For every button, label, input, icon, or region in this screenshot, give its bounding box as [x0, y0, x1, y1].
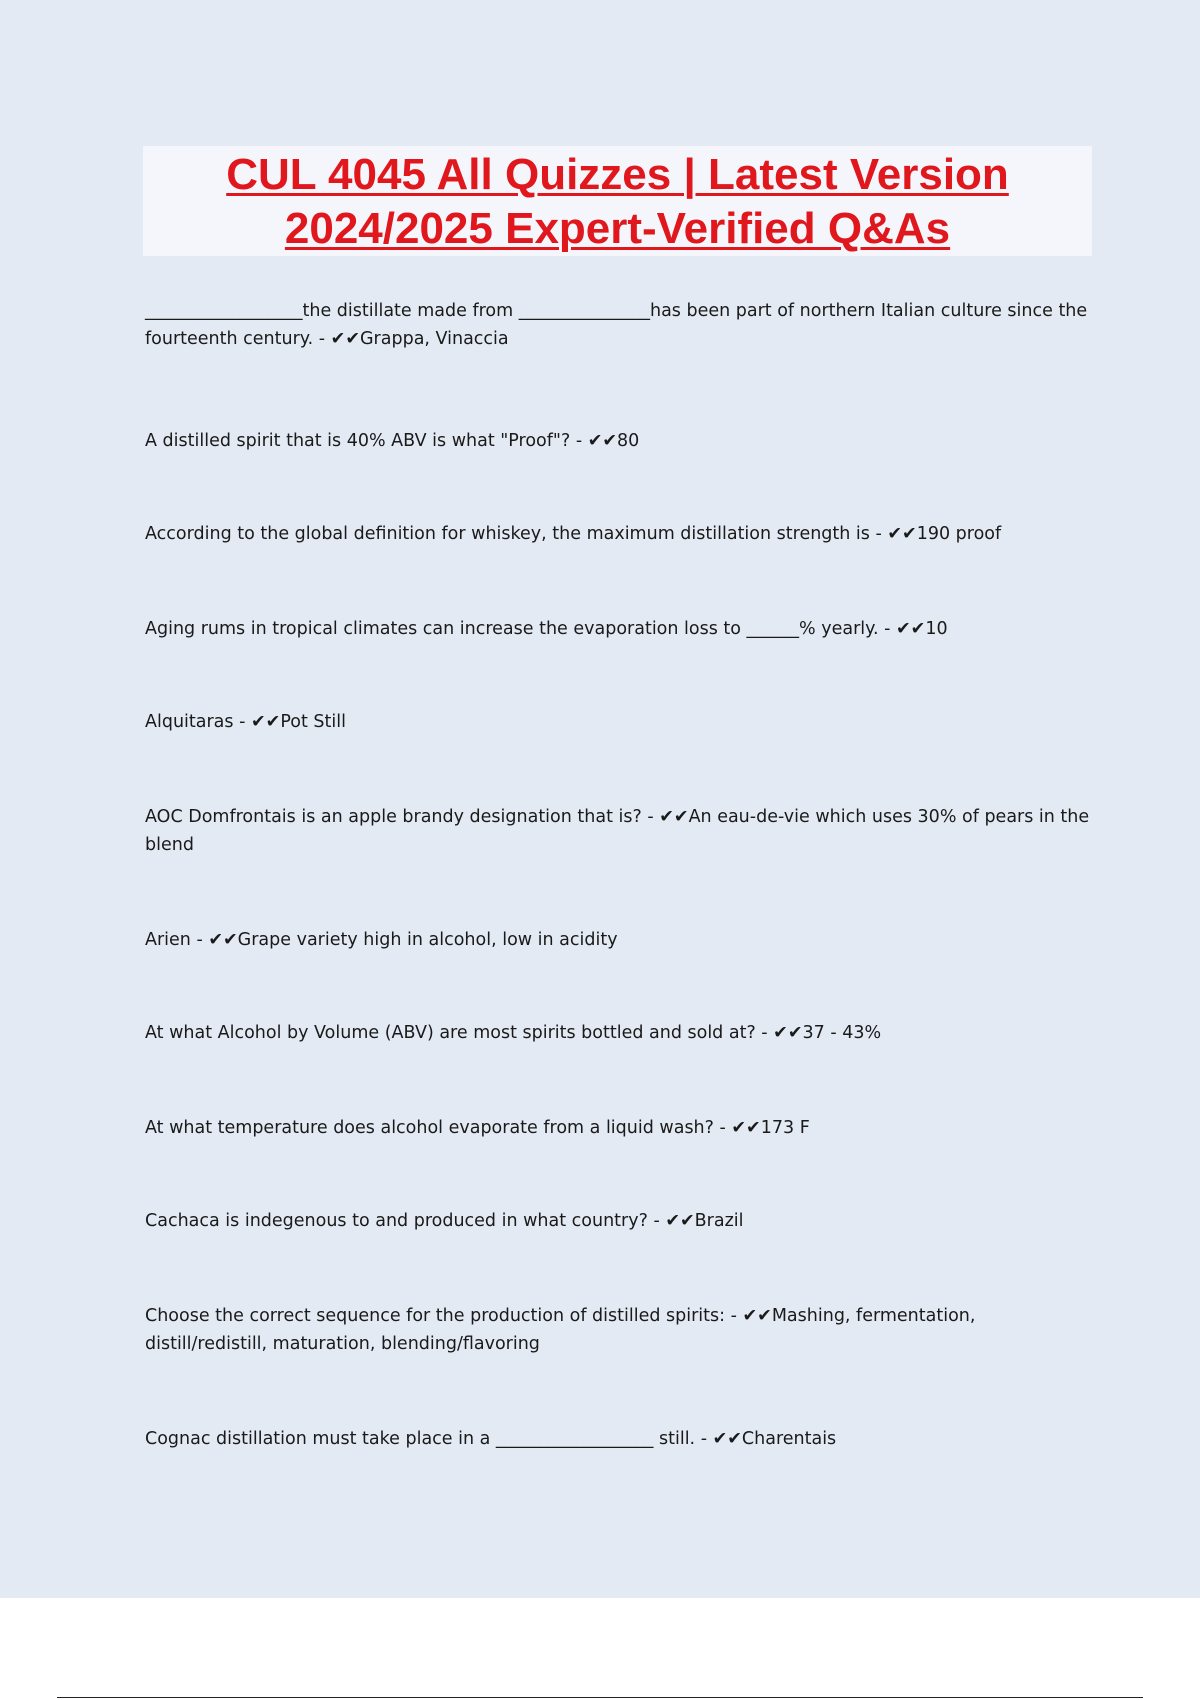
- check-marks-icon: - ✔✔: [313, 329, 360, 349]
- check-marks-icon: - ✔✔: [190, 930, 238, 950]
- question: Aging rums in tropical climates can increase the evaporation loss to ______% yearly.: [145, 619, 879, 639]
- question: At what Alcohol by Volume (ABV) are most spirits bottled and sold at?: [145, 1023, 756, 1043]
- qa-item-3: [145, 520, 1090, 548]
- qa-item-1: [145, 297, 1090, 353]
- check-marks-icon: - ✔✔: [725, 1306, 772, 1326]
- question: At what temperature does alcohol evaporate from a liquid wash?: [145, 1118, 714, 1138]
- answer: 190 proof: [916, 524, 1002, 544]
- answer: 80: [617, 431, 640, 451]
- answer: Grape variety high in alcohol, low in acidity: [237, 930, 618, 950]
- question: Choose the correct sequence for the production of distilled spirits:: [145, 1306, 726, 1326]
- answer: 10: [925, 619, 948, 639]
- question: A distilled spirit that is 40% ABV is what "Proof"?: [145, 431, 571, 451]
- answer: 173 F: [760, 1118, 810, 1138]
- qa-item-11: [145, 1302, 1090, 1358]
- answer: Pot Still: [280, 712, 346, 732]
- answer: Brazil: [694, 1211, 744, 1231]
- qa-item-8: [145, 1019, 1090, 1047]
- question: According to the global definition for whiskey, the maximum distillation strength is: [145, 524, 870, 544]
- check-marks-icon: - ✔✔: [869, 524, 917, 544]
- qa-item-9: [145, 1114, 1090, 1142]
- answer: Mashing, fermentation, distill/redistill, maturation, blending/flavoring: [145, 1306, 976, 1354]
- question: Alquitaras: [145, 712, 234, 732]
- check-marks-icon: - ✔✔: [233, 712, 281, 732]
- check-marks-icon: - ✔✔: [713, 1118, 761, 1138]
- answer: 37 - 43%: [802, 1023, 882, 1043]
- answer: Grappa, Vinaccia: [360, 329, 509, 349]
- qa-item-4: [145, 615, 1090, 643]
- question: __________________the distillate made from _______________has been part of northern Italian culture since the fourteenth century.: [145, 301, 1088, 349]
- qa-item-12: [145, 1425, 1090, 1453]
- check-marks-icon: - ✔✔: [641, 807, 689, 827]
- title-line-2: 2024/2025 Expert-Verified Q&As: [284, 204, 951, 253]
- footer-divider: [57, 1697, 1143, 1698]
- answer: Charentais: [741, 1429, 837, 1449]
- document-title: [143, 146, 1092, 256]
- check-marks-icon: - ✔✔: [570, 431, 618, 451]
- qa-item-10: [145, 1207, 1090, 1235]
- check-marks-icon: - ✔✔: [647, 1211, 695, 1231]
- qa-item-7: [145, 926, 1090, 954]
- qa-item-2: [145, 427, 1090, 455]
- title-line-1: CUL 4045 All Quizzes | Latest Version: [226, 150, 1009, 199]
- question: Arien: [145, 930, 191, 950]
- qa-item-5: [145, 708, 1090, 736]
- check-marks-icon: - ✔✔: [695, 1429, 742, 1449]
- check-marks-icon: - ✔✔: [755, 1023, 803, 1043]
- qa-item-6: [145, 803, 1090, 859]
- question: Cognac distillation must take place in a __________________ still.: [145, 1429, 696, 1449]
- question: Cachaca is indegenous to and produced in what country?: [145, 1211, 648, 1231]
- answer: An eau-de-vie which uses 30% of pears in the blend: [145, 807, 1090, 855]
- question: AOC Domfrontais is an apple brandy designation that is?: [145, 807, 642, 827]
- check-marks-icon: - ✔✔: [878, 619, 926, 639]
